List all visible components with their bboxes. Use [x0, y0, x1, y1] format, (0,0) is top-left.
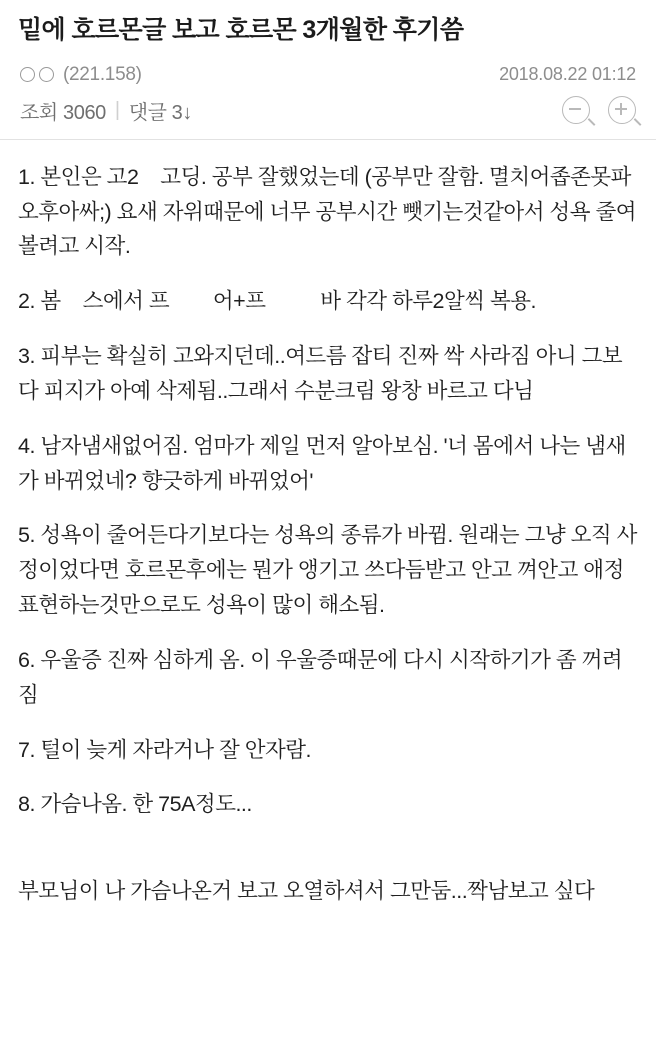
stats-separator: |: [114, 98, 120, 121]
zoom-out-icon[interactable]: [562, 96, 590, 124]
body-paragraph: 4. 남자냄새없어짐. 엄마가 제일 먼저 알아보심. '너 몸에서 나는 냄새가 바뀌었네? 향긋하게 바뀌었어': [18, 433, 626, 493]
body-paragraph: 6. 우울증 진짜 심하게 옴. 이 우울증때문에 다시 시작하기가 좀 꺼려짐: [18, 647, 623, 707]
body-paragraph: 3. 피부는 확실히 고와지던데..여드름 잡티 진짜 싹 사라짐 아니 그보다 피지가 아예 삭제됨..그래서 수분크림 왕창 바르고 다님: [18, 344, 623, 403]
body-paragraph: 부모님이 나 가슴나온거 보고 오열하셔서 그만둠...짝남보고 싶다: [18, 879, 595, 904]
body-paragraph: 1. 본인은 고2 고딩. 공부 잘했었는데 (공부만 잘함. 멸치어좁존못파오후아싸;) 요새 자위때문에 너무 공부시간 뺏기는것같아서 성욕 줄여볼려고 시작.: [18, 164, 636, 259]
post-stats-row: [0, 86, 656, 125]
comment-count-link[interactable]: 댓글 3↓: [128, 101, 193, 124]
view-count: 조회 3060: [20, 101, 106, 124]
zoom-controls: [562, 96, 636, 124]
post-meta-row: [0, 48, 656, 86]
post-date: 2018.08.22 01:12: [499, 64, 636, 85]
body-paragraph: 8. 가슴나옴. 한 75A정도...: [18, 792, 252, 817]
author-ip: (221.158): [63, 63, 142, 85]
page-title: 밑에 호르몬글 보고 호르몬 3개월한 후기씀: [18, 16, 464, 44]
eye-icon: [20, 67, 54, 82]
body-paragraph: 2. 봄 스에서 프 어+프 바 각각 하루2알씩 복용.: [18, 289, 537, 314]
zoom-in-icon[interactable]: [608, 96, 636, 124]
post-stats: [20, 96, 192, 125]
body-paragraph: 7. 털이 늦게 자라거나 잘 안자람.: [18, 737, 312, 762]
author-meta: [20, 64, 142, 86]
body-paragraph: 5. 성욕이 줄어든다기보다는 성욕의 종류가 바뀜. 원래는 그냥 오직 사정이었다면 호르몬후에는 뭔가 앵기고 쓰다듬받고 안고 껴안고 애정표현하는것만으로도 성욕이 많이 해소됨.: [18, 523, 637, 618]
post-body: [0, 140, 656, 909]
